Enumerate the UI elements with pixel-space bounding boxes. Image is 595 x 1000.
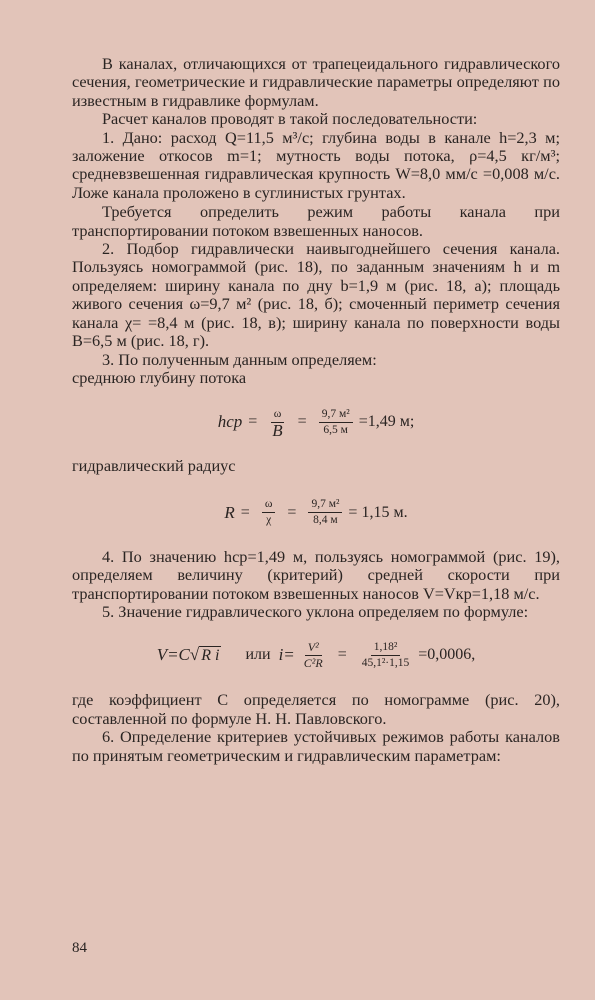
paragraph-step-5: 5. Значение гидравлического уклона определяем по формуле:: [102, 601, 529, 621]
formula-result: =0,0006,: [418, 646, 476, 664]
paragraph-hydraulic-radius-label: гидравлический радиус: [72, 456, 236, 476]
paragraph-coefficient: где коэффициент C определяется по номограмме (рис. 20), составленной по формуле Н. Н. Павловского.: [72, 690, 560, 728]
paragraph-required: Требуется определить режим работы канала при транспортировании потоком взвешенных наносов.: [72, 202, 560, 240]
paragraph-mean-depth-label: среднюю глубину потока: [72, 367, 247, 387]
sqrt-sign: √: [189, 645, 200, 665]
page-number: 84: [72, 940, 87, 956]
formula-chezy-lhs: V=C: [156, 645, 190, 665]
fraction-numeric: $\frac{\text{9,7 м²}}{6,5 м}$: [319, 408, 353, 437]
formula-result: = 1,15 м.: [348, 503, 408, 521]
formula-hydraulic-radius: R = $\frac{\omega}{\chi}$ = $\frac{\text{9,7 м²}}{8,4 м}$ = 1,15 м.: [224, 498, 408, 527]
fraction-symbolic: $\frac{\omega}{B}$: [272, 407, 283, 440]
paragraph-step-3: 3. По полученным данным определяем:: [102, 349, 377, 369]
fraction-symbolic: $\frac{\omega}{\chi}$: [262, 498, 276, 527]
paragraph-sequence: Расчет каналов проводят в такой последовательности:: [102, 109, 478, 129]
paragraph-step-6: 6. Определение критериев устойчивых режимов работы каналов по принятым геометрическим и гидравлическим параметрам:: [72, 727, 560, 765]
formula-or: или: [245, 646, 271, 664]
paragraph-step-4: 4. По значению hср=1,49 м, пользуясь номограммой (рис. 19), определяем величину (критерий) средней скорости при транспортировании потоком взвешенных наносов V=Vкр=1,18 м/с.: [72, 546, 560, 603]
page-text: [72, 55, 560, 765]
fraction-symbolic: $\frac{\text{V²}}{\text{C²R}}$: [303, 639, 323, 670]
paragraph-step-2: 2. Подбор гидравлически наивыгоднейшего сечения канала. Пользуясь номограммой (рис. 18), по заданным значениям h и m определяем: ширину канала по дну b=1,9 м (рис. 18, а); площадь живого сечения ω=9,7 м² (рис. 18, б); смоченный периметр сечения канала χ= =8,4 м (рис. 18, в); ширину канала по поверхности воды B=6,5 м (рис. 18, г).: [72, 239, 560, 351]
paragraph-given: 1. Дано: расход Q=11,5 м³/с; глубина воды в канале h=2,3 м; заложение откосов m=1; мутность воды потока, ρ=4,5 кг/м³; средневзвешенная гидравлическая крупность W=8,0 мм/с =0,008 м/с. Ложе канала проложено в суглинистых грунтах.: [72, 127, 560, 202]
formula-mean-depth: hср = $\frac{\omega}{B}$ = $\frac{\text{9,7 м²}}{6,5 м}$ =1,49 м;: [217, 407, 415, 440]
fraction-numeric: $\frac{\text{1,18²}}{\text{45,1²·1,15}}$: [361, 640, 410, 669]
formula-hydraulic-slope: V=C √ R i или i= $\frac{\text{V²}}{\text{C²R}}$ = $\frac{\text{1,18²}}{\text{45,1²·1,15}}$ =0,0006,: [156, 639, 476, 670]
formula-lhs: hср: [217, 412, 243, 432]
fraction-numeric: $\frac{\text{9,7 м²}}{8,4 м}$: [308, 498, 342, 527]
paragraph-intro: В каналах, отличающихся от трапецеидального гидравлического сечения, геометрические и гидравлические параметры определяют по известным в гидравлике формулам.: [72, 54, 560, 110]
formula-slope-lhs: i=: [278, 645, 295, 665]
formula-root: R i: [201, 646, 220, 664]
formula-result: =1,49 м;: [358, 413, 415, 431]
formula-lhs: R: [224, 502, 235, 522]
